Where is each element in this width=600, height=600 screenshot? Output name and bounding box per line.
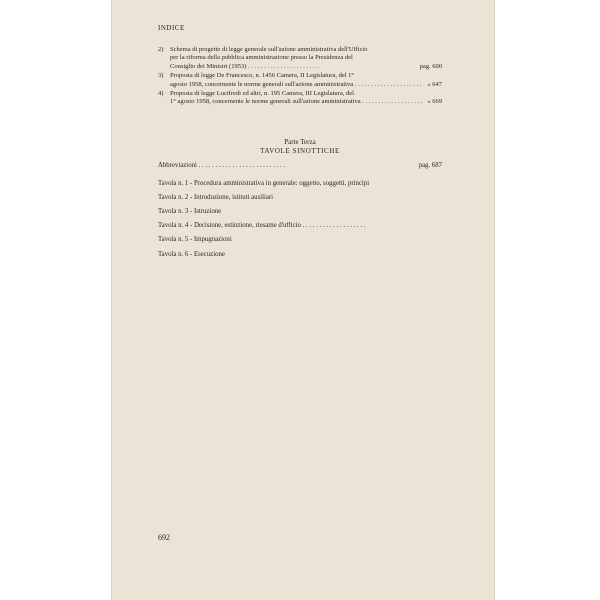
appendix-entries: [158, 46, 442, 108]
page-number: 692: [158, 533, 170, 542]
entry-4: [158, 90, 442, 107]
entry-3: [158, 72, 442, 89]
running-header: INDICE: [158, 24, 185, 32]
entry-2: [158, 46, 442, 71]
entry-line: Consiglio dei Ministri (1953) . .: [170, 63, 416, 71]
entry-line: Proposta di legge De Francesco, n. 1456 Camera, II Legislatura, del 1°: [170, 72, 355, 80]
entry-page: » 647: [427, 80, 442, 88]
part-title: TAVOLE SINOTTICHE: [260, 146, 340, 155]
part-heading: [158, 138, 442, 155]
entry-line: Schema di progetto di legge generale sull'azione amministrativa dell'Ufficio: [170, 46, 368, 53]
entry-line: 1° agosto 1958, concernente le norme generali sull'azione amministrativa . .: [170, 98, 423, 106]
entry-number: 2): [158, 46, 164, 53]
table-entry-1: Tavola n. 1 - Procedura amministrativa in generale: oggetto, soggetti, principi: [158, 180, 370, 187]
entry-page: pag. 600: [419, 62, 442, 70]
abbreviations-page: pag. 687: [418, 162, 442, 169]
entry-page: » 669: [427, 98, 442, 106]
table-entry-4-label: Tavola n. 4 - Decisione, estinzione, riesame d'ufficio . .: [158, 222, 442, 229]
book-page: [112, 0, 494, 600]
entry-line: agosto 1958, concernente le norme generali sull'azione amministrativa . .: [170, 81, 423, 89]
abbreviations-entry: [158, 162, 442, 169]
table-entry-3: Tavola n. 3 - Istruzione: [158, 208, 222, 215]
entry-number: 4): [158, 90, 164, 98]
part-label: Parte Terza: [284, 138, 316, 146]
table-entry-4: [158, 222, 442, 229]
table-entry-5: Tavola n. 5 - Impugnazioni: [158, 236, 232, 243]
table-entry-2: Tavola n. 2 - Introduzione, istituti ausiliari: [158, 194, 274, 201]
abbreviations-label: Abbreviazioni . .: [158, 162, 415, 169]
table-entry-6: Tavola n. 6 - Esecuzione: [158, 251, 225, 258]
entry-line: per la riforma della pubblica amministrazione presso la Presidenza del: [170, 54, 353, 62]
entry-line: Proposta di legge Lucifredi ed altri, n. 195 Camera, III Legislatura, del: [170, 90, 354, 98]
entry-number: 3): [158, 72, 164, 80]
